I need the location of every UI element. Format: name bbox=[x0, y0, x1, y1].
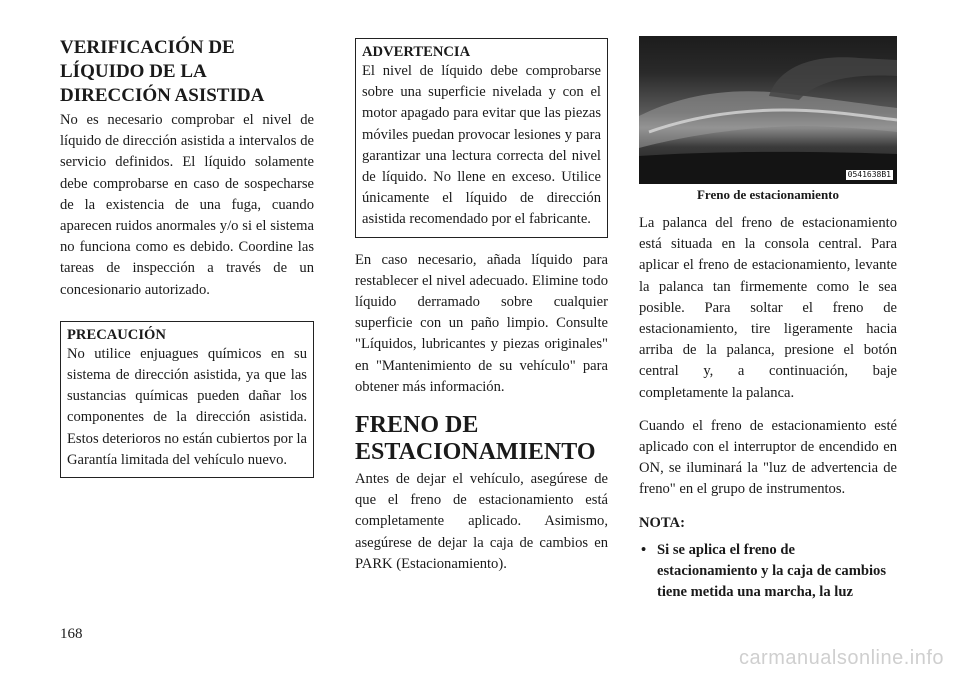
column-left bbox=[60, 36, 314, 490]
parking-brake-lever-illustration bbox=[639, 36, 897, 184]
warning-text: El nivel de líquido debe comprobarse sobre una superficie nivelada y con el motor apagado para evitar que las piezas móviles puedan provocar lesiones y para garantizar una lectura correcta del nivel de líquido. No llene en exceso. Utilice únicamente el líquido de dirección asistida recomendado por el fabricante. bbox=[362, 63, 601, 228]
fluid-add-paragraph: En caso necesario, añada líquido para restablecer el nivel adecuado. Elimine todo líquido derramado sobre cualquier superficie con un paño limpio. Consulte "Líquidos, lubricantes y piezas originales" en "Mantenimiento de su vehículo" para obtener más información. bbox=[355, 251, 608, 395]
column-right bbox=[639, 36, 897, 603]
warning-title: ADVERTENCIA bbox=[362, 44, 471, 60]
column-middle bbox=[355, 36, 608, 587]
page-number: 168 bbox=[60, 626, 83, 642]
watermark: carmanualsonline.info bbox=[738, 647, 944, 669]
note-list bbox=[639, 540, 897, 604]
caution-box bbox=[60, 321, 314, 478]
power-steering-paragraph: No es necesario comprobar el nivel de líquido de dirección asistida a intervalos de servicio definidos. El líquido solamente debe comprobarse en caso de sospecharse de la existencia de una fuga, cuando aparecen ruidos anormales y/o si el sistema no funciona como es debido. Coordine las tareas de inspección a través de un concesionario autorizado. bbox=[60, 112, 314, 298]
parking-brake-figure bbox=[639, 36, 897, 184]
lever-paragraph: La palanca del freno de estacionamiento está situada en la consola central. Para aplicar el freno de estacionamiento, levante la palanca tan firmemente como le sea posible. Para soltar el freno de estacionamiento, tire ligeramente hacia arriba de la palanca, presione el botón central y, a continuación, baje completamente la palanca. bbox=[639, 215, 897, 401]
figure-caption: Freno de estacionamiento bbox=[696, 187, 840, 202]
figure-code: 0541638B1 bbox=[847, 170, 891, 179]
warning-box bbox=[355, 38, 608, 238]
caution-text: No utilice enjuagues químicos en su sistema de dirección asistida, ya que las sustancias químicas pueden dañar los componentes de la dirección asistida. Estos deterioros no están cubiertos por la Garantía limitada del vehículo nuevo. bbox=[67, 345, 307, 468]
note-bullet-text: Si se aplica el freno de estacionamiento y la caja de cambios tiene metida una marcha, la luz bbox=[657, 541, 887, 601]
bullet-icon: • bbox=[641, 541, 647, 558]
note-label: NOTA: bbox=[639, 514, 685, 531]
section-heading-power-steering: VERIFICACIÓN DE LÍQUIDO DE LA DIRECCIÓN ASISTIDA bbox=[60, 37, 265, 106]
warning-light-paragraph: Cuando el freno de estacionamiento esté aplicado con el interruptor de encendido en ON, se iluminará la "luz de advertencia de freno" en el grupo de instrumentos. bbox=[639, 417, 897, 498]
list-item bbox=[639, 540, 897, 604]
section-heading-parking-brake: FRENO DE ESTACIONAMIENTO bbox=[355, 412, 596, 466]
caution-title: PRECAUCIÓN bbox=[67, 326, 166, 343]
parking-brake-intro-paragraph: Antes de dejar el vehículo, asegúrese de que el freno de estacionamiento está completamente aplicado. Asimismo, asegúrese de dejar la caja de cambios en PARK (Estacionamiento). bbox=[355, 471, 608, 572]
